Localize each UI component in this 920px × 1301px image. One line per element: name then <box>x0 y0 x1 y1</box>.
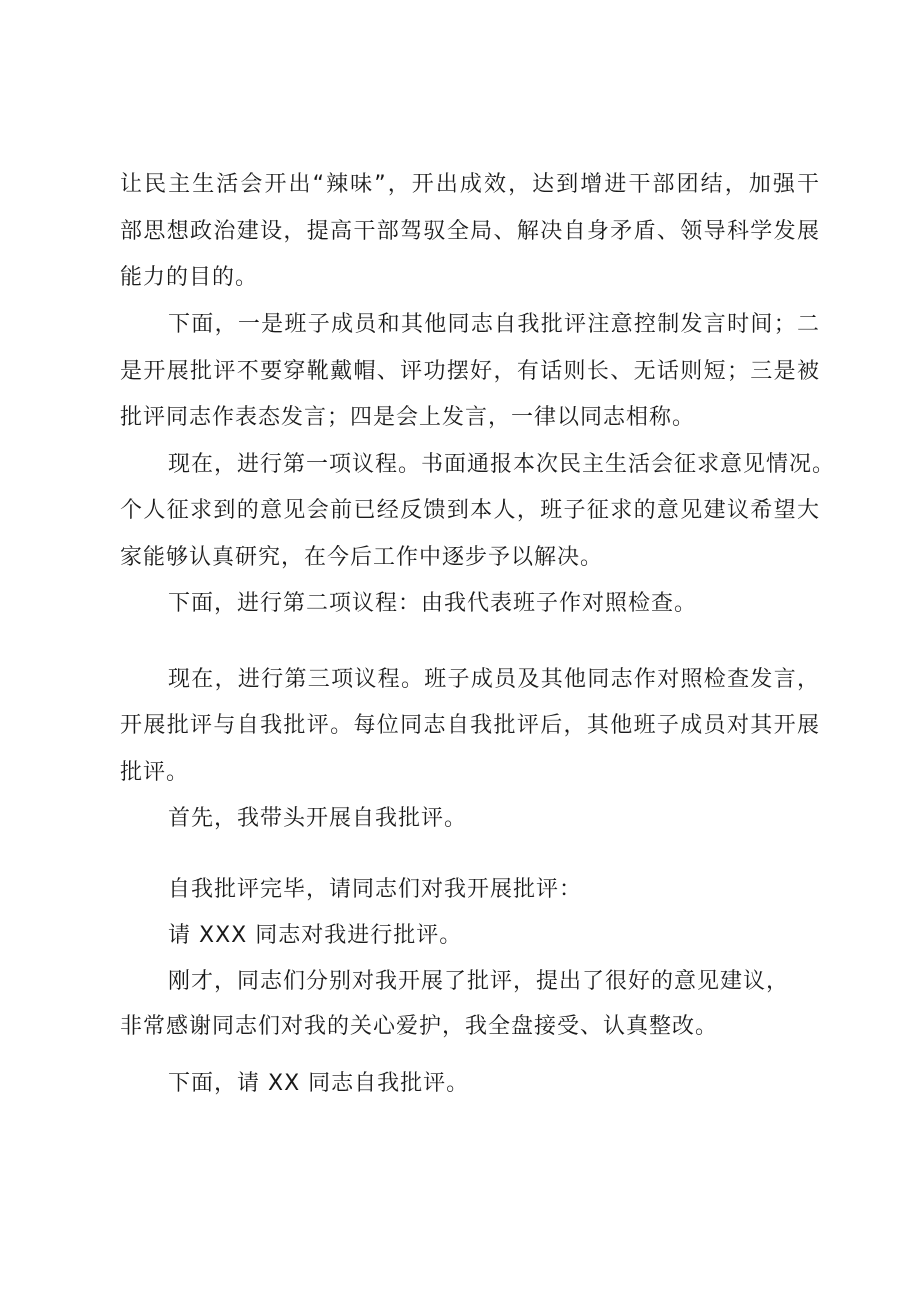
text-line: 个人征求到的意见会前已经反馈到本人，班子征求的意见建议希望大 <box>120 498 820 523</box>
text-line: 部思想政治建设，提高干部驾驭全局、解决自身矛盾、领导科学发展 <box>120 219 820 244</box>
text-line: 是开展批评不要穿靴戴帽、评功摆好，有话则长、无话则短；三是被 <box>120 359 820 384</box>
text-line: 下面，请 XX 同志自我批评。 <box>168 1071 470 1096</box>
text-line: 现在，进行第三项议程。班子成员及其他同志作对照检查发言， <box>168 667 820 692</box>
text-line: 批评。 <box>120 760 190 785</box>
text-line: 家能够认真研究，在今后工作中逐步予以解决。 <box>120 545 604 570</box>
text-line: 首先，我带头开展自我批评。 <box>168 806 468 831</box>
text-line: 非常感谢同志们对我的关心爱护，我全盘接受、认真整改。 <box>120 1014 719 1039</box>
text-line: 下面，一是班子成员和其他同志自我批评注意控制发言时间；二 <box>168 312 820 337</box>
text-line: 开展批评与自我批评。每位同志自我批评后，其他班子成员对其开展 <box>120 713 820 738</box>
text-line: 刚才，同志们分别对我开展了批评，提出了很好的意见建议， <box>168 969 790 994</box>
text-line: 下面，进行第二项议程：由我代表班子作对照检查。 <box>168 591 698 616</box>
text-line: 请 XXX 同志对我进行批评。 <box>168 923 463 948</box>
text-line: 能力的目的。 <box>120 265 259 290</box>
text-line: 现在，进行第一项议程。书面通报本次民主生活会征求意见情况。 <box>168 452 836 477</box>
text-line: 批评同志作表态发言；四是会上发言，一律以同志相称。 <box>120 405 696 430</box>
text-line: 自我批评完毕，请同志们对我开展批评： <box>168 877 583 902</box>
text-line: 让民主生活会开出“辣味”，开出成效，达到增进干部团结，加强干 <box>120 172 820 197</box>
